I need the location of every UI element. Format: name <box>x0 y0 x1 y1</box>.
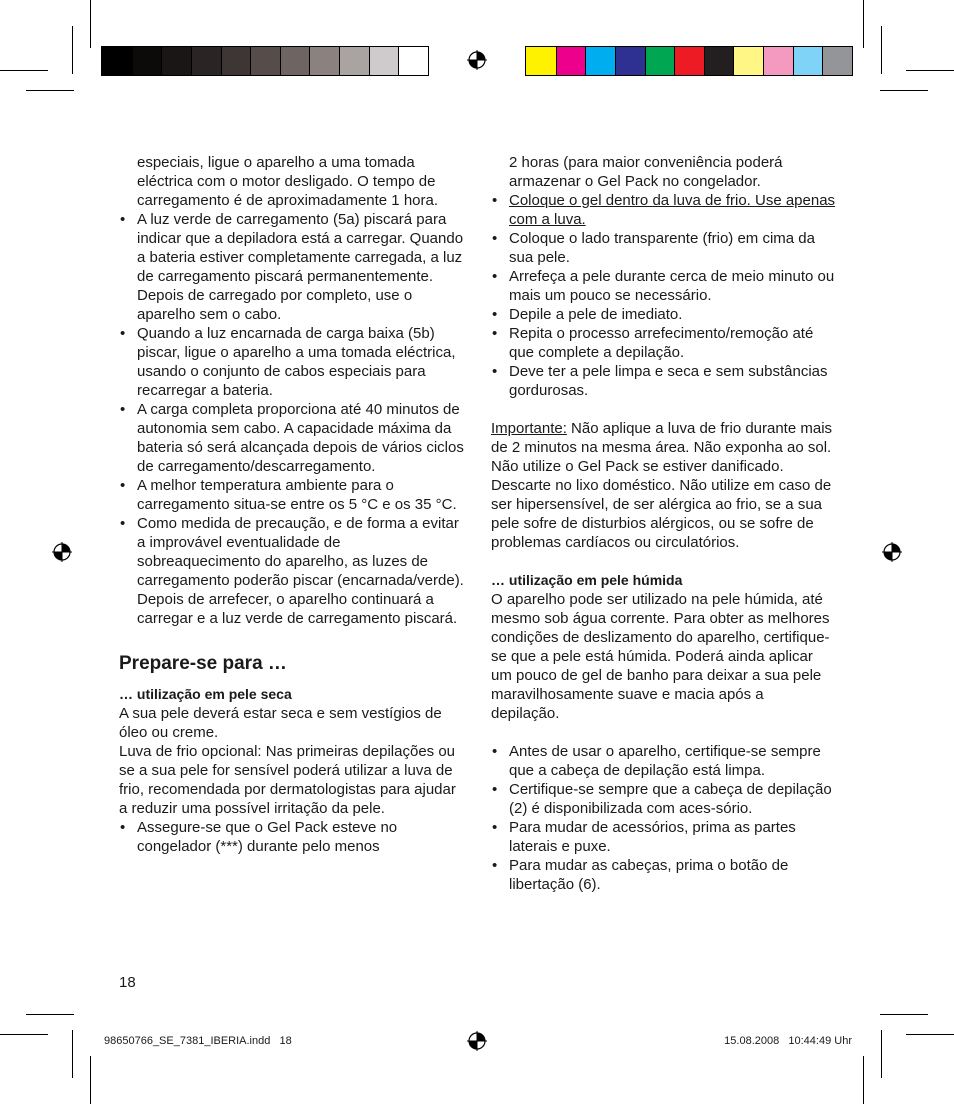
subheading: … utilização em pele seca <box>119 686 292 702</box>
crop-mark <box>881 1030 882 1078</box>
color-swatch <box>556 47 586 75</box>
color-swatch <box>309 47 339 75</box>
color-swatch <box>280 47 310 75</box>
color-swatch <box>398 47 428 75</box>
crop-mark <box>72 1030 73 1078</box>
list-item: • Assegure-se que o Gel Pack esteve no congelador (***) durante pelo menos <box>119 818 464 856</box>
footer-file-name: 98650766_SE_7381_IBERIA.indd 18 <box>104 1035 292 1047</box>
list-item: • Arrefeça a pele durante cerca de meio minuto ou mais um pouco se necessário. <box>491 267 836 305</box>
list-item: • A luz verde de carregamento (5a) piscará para indicar que a depiladora está a carregar. Quando a bateria estiver completamente carregada, a luz de carregamento piscará permanentemente. Depois de carregado por completo, use o aparelho sem o cabo. <box>119 210 464 324</box>
right-column <box>491 153 836 894</box>
list-item: • A melhor temperatura ambiente para o carregamento situa-se entre os 5 °C e os 35 °C. <box>119 476 464 514</box>
crop-mark <box>26 1014 74 1015</box>
continued-paragraph: 2 horas (para maior conveniência poderá armazenar o Gel Pack no congelador. <box>509 154 783 190</box>
gel-pack-list <box>119 818 464 856</box>
color-swatch <box>161 47 191 75</box>
paragraph: O aparelho pode ser utilizado na pele húmida, até mesmo sob água corrente. Para obter as melhores condições de deslizamento do aparelho, certifique-se que a pele está húmida. Poderá ainda aplicar um pouco de gel de banho para deixar a sua pele maravilhosamente suave e macia após a depilação. <box>491 591 830 722</box>
crop-mark <box>906 70 954 71</box>
color-swatch <box>369 47 399 75</box>
list-item: • Antes de usar o aparelho, certifique-se sempre que a cabeça de depilação está limpa. <box>491 742 836 780</box>
color-swatch <box>585 47 615 75</box>
list-item: • Deve ter a pele limpa e seca e sem substâncias gordurosas. <box>491 362 836 400</box>
underlined-text: Coloque o gel dentro da luva de frio. Use apenas com a luva. <box>509 192 836 228</box>
continued-paragraph: especiais, ligue o aparelho a uma tomada eléctrica com o motor desligado. O tempo de carregamento é de aproximadamente 1 hora. <box>137 154 439 209</box>
cold-glove-list <box>491 191 836 400</box>
crop-mark <box>0 70 48 71</box>
registration-mark-icon <box>52 542 72 562</box>
subheading: … utilização em pele húmida <box>491 572 683 588</box>
color-swatch <box>526 47 556 75</box>
charging-list <box>119 210 464 628</box>
color-swatch <box>793 47 823 75</box>
registration-mark-icon <box>467 50 487 70</box>
list-item: • Depile a pele de imediato. <box>491 305 836 324</box>
grayscale-color-bar <box>101 46 429 76</box>
important-text: Não aplique a luva de frio durante mais de 2 minutos na mesma área. Não exponha ao sol. Não utilize o Gel Pack se estiver danificado. Descarte no lixo doméstico. Não utilize em caso de ser hipersensível, de ser alérgica ao frio, se a sua pele sofre de disturbios alérgicos, ou se sofre de problemas cardíacos ou circulatórios. <box>491 420 833 551</box>
list-item: • Coloque o lado transparente (frio) em cima da sua pele. <box>491 229 836 267</box>
crop-mark <box>863 1056 864 1104</box>
list-item: • Para mudar de acessórios, prima as partes laterais e puxe. <box>491 818 836 856</box>
list-item <box>491 191 836 229</box>
list-item: • A carga completa proporciona até 40 minutos de autonomia sem cabo. A capacidade máxima da bateria só será alcançada depois de vários ciclos de carregamento/descarregamento. <box>119 400 464 476</box>
list-item: • Certifique-se sempre que a cabeça de depilação (2) é disponibilizada com aces-sório. <box>491 780 836 818</box>
color-swatch <box>822 47 852 75</box>
color-swatch <box>645 47 675 75</box>
color-swatch <box>763 47 793 75</box>
registration-mark-icon <box>882 542 902 562</box>
color-swatch <box>191 47 221 75</box>
important-note <box>491 419 836 552</box>
crop-mark <box>880 90 928 91</box>
color-swatch <box>339 47 369 75</box>
list-item: • Para mudar as cabeças, prima o botão de libertação (6). <box>491 856 836 894</box>
color-swatch <box>674 47 704 75</box>
head-care-list <box>491 742 836 894</box>
crop-mark <box>906 1034 954 1035</box>
color-swatch <box>102 47 132 75</box>
color-swatch <box>733 47 763 75</box>
crop-mark <box>72 26 73 74</box>
crop-mark <box>863 0 864 48</box>
list-item: • Repita o processo arrefecimento/remoção até que complete a depilação. <box>491 324 836 362</box>
important-label: Importante: <box>491 420 567 437</box>
left-column <box>119 153 464 856</box>
registration-mark-icon <box>467 1031 487 1051</box>
color-swatch <box>615 47 645 75</box>
crop-mark <box>881 26 882 74</box>
footer-timestamp: 15.08.2008 10:44:49 Uhr <box>724 1035 852 1047</box>
list-item: • Quando a luz encarnada de carga baixa (5b) piscar, ligue o aparelho a uma tomada eléctrica, usando o conjunto de cabos especiais para recarregar a bateria. <box>119 324 464 400</box>
list-item: • Como medida de precaução, e de forma a evitar a improvável eventualidade de sobreaquecimento do aparelho, as luzes de carregamento poderão piscar (encarnada/verde). Depois de arrefecer, o aparelho continuará a carregar e a luz verde de carregamento piscará. <box>119 514 464 628</box>
color-swatch <box>221 47 251 75</box>
color-swatch <box>250 47 280 75</box>
crop-mark <box>880 1014 928 1015</box>
paragraph: A sua pele deverá estar seca e sem vestígios de óleo ou creme. <box>119 705 442 741</box>
paragraph: Luva de frio opcional: Nas primeiras depilações ou se a sua pele for sensível poderá utilizar a luva de frio, recomendada por dermatologistas para ajudar a reduzir uma possível irritação da pele. <box>119 743 456 817</box>
crop-mark <box>0 1034 48 1035</box>
crop-mark <box>26 90 74 91</box>
color-swatch <box>704 47 734 75</box>
color-swatch <box>132 47 162 75</box>
crop-mark <box>90 1056 91 1104</box>
process-color-bar <box>525 46 853 76</box>
section-heading: Prepare-se para … <box>119 653 287 674</box>
page-number: 18 <box>119 974 136 991</box>
crop-mark <box>90 0 91 48</box>
